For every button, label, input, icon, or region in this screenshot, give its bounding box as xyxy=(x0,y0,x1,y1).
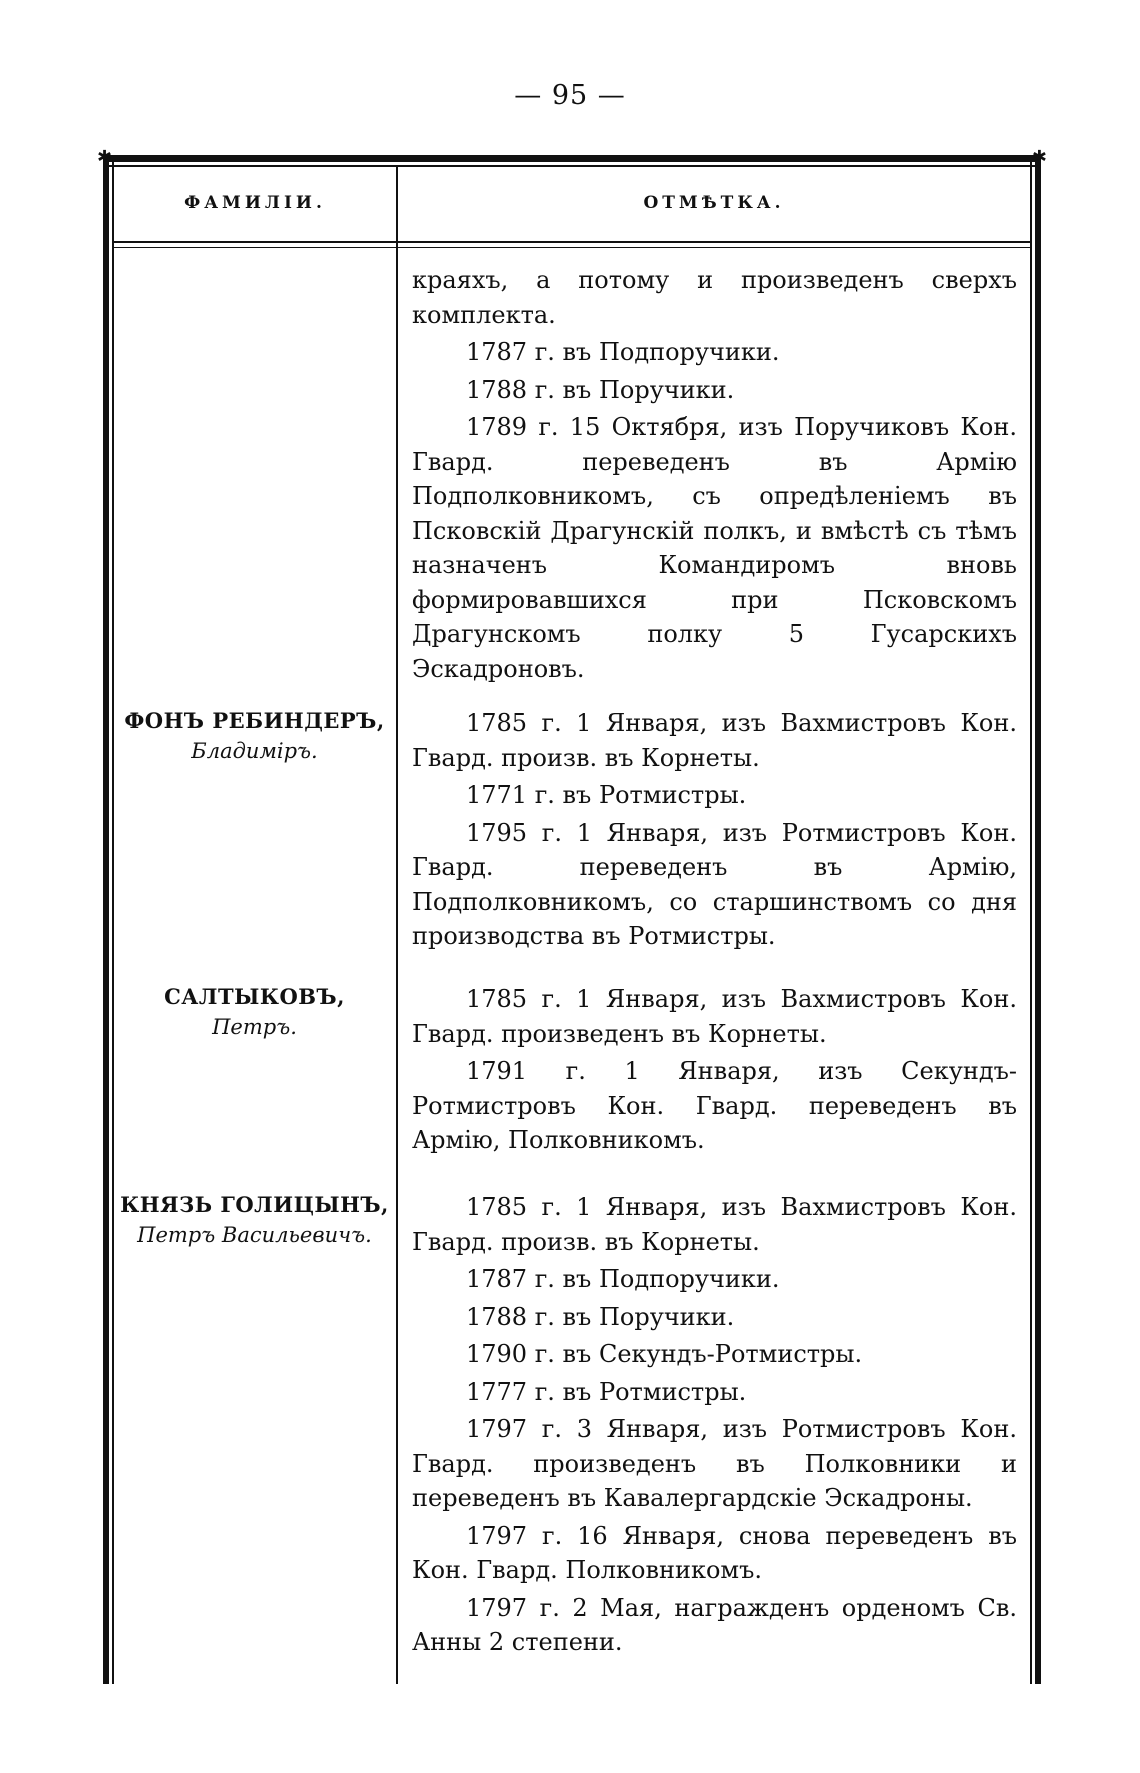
right-rule xyxy=(1035,155,1041,1684)
note-paragraph: 1788 г. въ Поручики. xyxy=(466,375,735,404)
name-cell xyxy=(113,1190,396,1250)
corner-ornament-icon: ✱ xyxy=(1031,147,1047,168)
name-cell xyxy=(113,706,396,766)
notes-cell xyxy=(412,706,1017,957)
notes-cell xyxy=(412,982,1017,1161)
right-rule-thin xyxy=(1030,155,1032,1684)
note-paragraph: 1797 г. 3 Января, изъ Ротмистровъ Кон. Гвард. произведенъ въ Полковники и переведенъ въ Кавалергардскіе Эскадроны. xyxy=(412,1415,1017,1512)
note-paragraph: 1790 г. въ Секундъ-Ротмистры. xyxy=(466,1340,863,1368)
header-rule-thin xyxy=(112,247,1032,248)
given-name: Петръ Васильевичъ. xyxy=(137,1223,372,1247)
note-paragraph: краяхъ, а потому и произведенъ сверхъ комплекта. xyxy=(412,266,1017,329)
note-paragraph: 1771 г. въ Ротмистры. xyxy=(466,781,747,809)
top-rule xyxy=(103,155,1041,162)
note-paragraph: 1797 г. 2 Мая, награжденъ орденомъ Св. Анны 2 степени. xyxy=(412,1593,1017,1656)
note-paragraph: 1785 г. 1 Января, изъ Вахмистровъ Кон. Гвард. произв. въ Корнеты. xyxy=(412,1193,1017,1256)
left-rule-thin xyxy=(112,155,114,1684)
surname: КНЯЗЬ ГОЛИЦЫНЪ, xyxy=(120,1192,389,1217)
note-paragraph: 1797 г. 16 Января, снова переведенъ въ Кон. Гвард. Полковникомъ. xyxy=(412,1521,1017,1584)
name-cell xyxy=(113,982,396,1042)
corner-ornament-icon: ✱ xyxy=(97,147,113,168)
column-divider xyxy=(396,165,398,1684)
note-paragraph: 1785 г. 1 Января, изъ Вахмистровъ Кон. Гвард. произведенъ въ Корнеты. xyxy=(412,985,1017,1048)
left-rule xyxy=(103,155,109,1684)
note-paragraph: 1787 г. въ Подпоручики. xyxy=(466,1265,780,1293)
column-header-names: ФАМИЛІИ. xyxy=(184,193,326,213)
top-rule-thin xyxy=(103,165,1041,167)
note-paragraph: 1791 г. 1 Января, изъ Секундъ-Ротмистровъ Кон. Гвард. переведенъ въ Армію, Полковникомъ. xyxy=(412,1057,1017,1154)
note-paragraph: 1777 г. въ Ротмистры. xyxy=(466,1377,747,1406)
given-name: Петръ. xyxy=(212,1015,297,1039)
note-paragraph: 1785 г. 1 Января, изъ Вахмистровъ Кон. Гвард. произв. въ Корнеты. xyxy=(412,709,1017,772)
notes-cell xyxy=(412,1190,1017,1663)
header-rule xyxy=(112,241,1032,243)
note-paragraph: 1789 г. 15 Октября, изъ Поручиковъ Кон. Гвард. переведенъ въ Армію Подполковникомъ, съ опредѣленіемъ въ Псковскій Драгунскій полкъ, и вмѣстѣ съ тѣмъ назначенъ Командиромъ вновь формировавшихся при Псковскомъ Драгунскомъ полку 5 Гусарскихъ Эскадроновъ. xyxy=(412,413,1017,683)
surname: САЛТЫКОВЪ, xyxy=(164,984,345,1009)
surname: ФОНЪ РЕБИНДЕРЪ, xyxy=(124,708,385,733)
column-header-notes: ОТМѢТКА. xyxy=(643,193,785,213)
note-paragraph: 1795 г. 1 Января, изъ Ротмистровъ Кон. Гвард. переведенъ въ Армію, Подполковникомъ, со старшинствомъ со дня производства въ Ротмистры. xyxy=(412,818,1017,950)
note-paragraph: 1787 г. въ Подпоручики. xyxy=(466,338,780,366)
page-number: — 95 — xyxy=(514,80,626,111)
note-paragraph: 1788 г. въ Поручики. xyxy=(466,1302,735,1331)
given-name: Бладиміръ. xyxy=(191,739,318,763)
notes-cell xyxy=(412,263,1017,689)
